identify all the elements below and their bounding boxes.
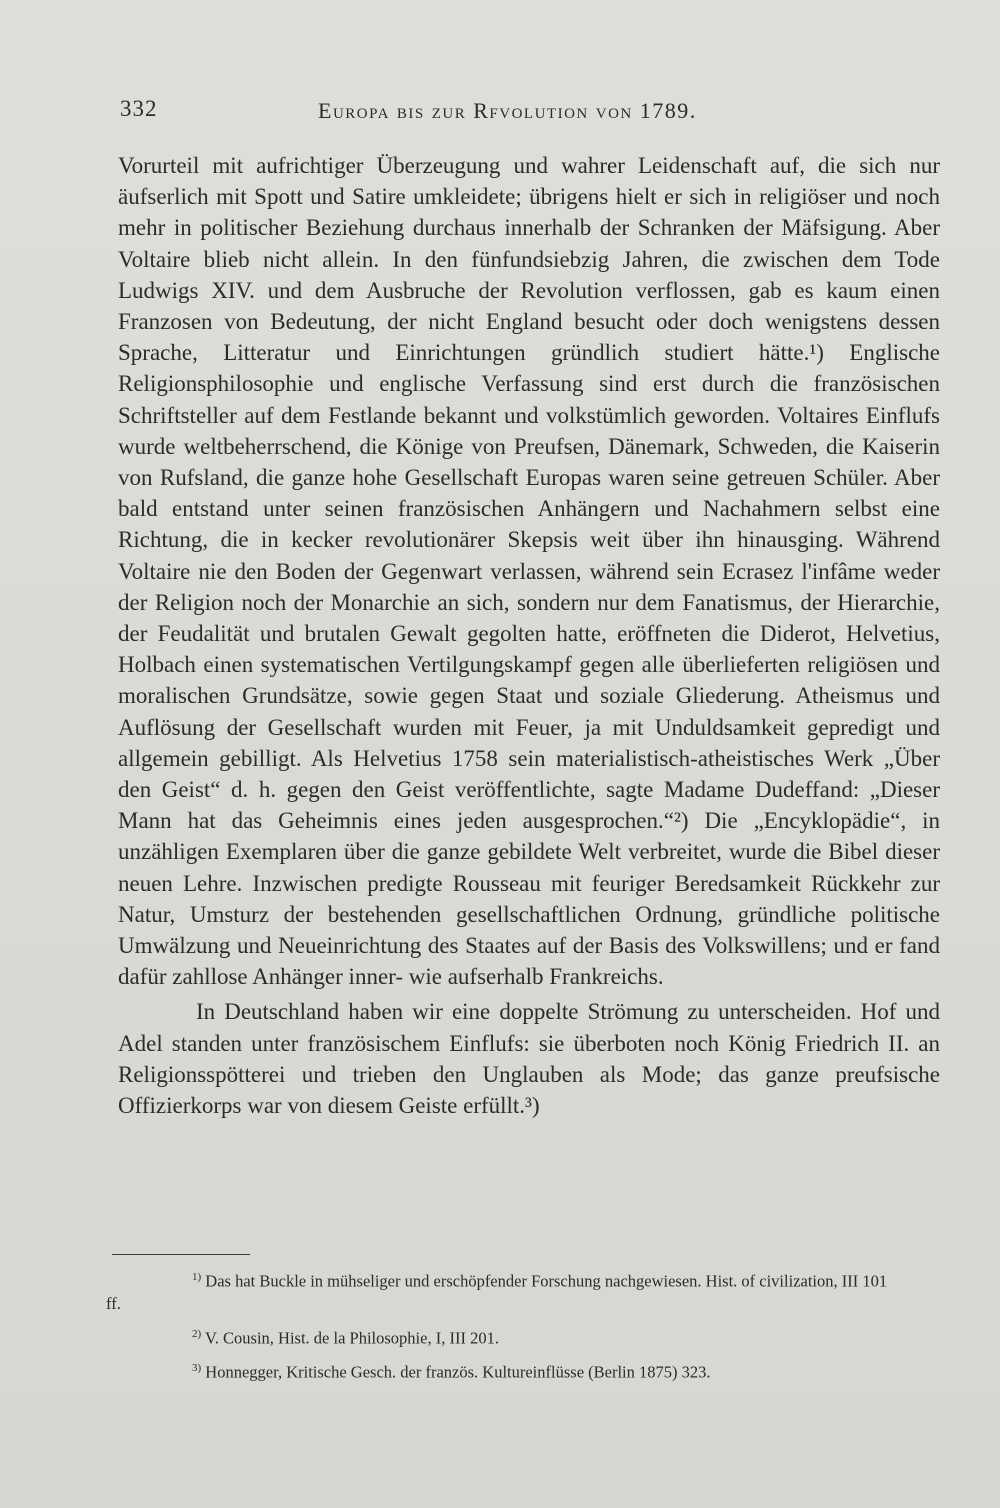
paragraph: In Deutschland haben wir eine doppelte Strömung zu unterscheiden. Hof und Adel standen unter französischem Einflufs: sie überboten noch König Friedrich II. an Religionsspötterei und trieben den Unglauben als Mode; das ganze preufsische Offizierkorps war von diesem Geiste erfüllt.³) <box>118 999 940 1119</box>
footnotes <box>106 1266 906 1392</box>
footnote-text: Das hat Buckle in mühseliger und erschöpfender Forschung nachgewiesen. Hist. of civilization, III 101 ff. <box>106 1271 888 1313</box>
footnote-mark: 3) <box>192 1362 202 1374</box>
footnote-text: Honnegger, Kritische Gesch. der französ. Kultureinflüsse (Berlin 1875) 323. <box>205 1362 711 1382</box>
footnote <box>106 1323 906 1350</box>
footnote-text: V. Cousin, Hist. de la Philosophie, I, III 201. <box>205 1328 499 1347</box>
body-text <box>118 150 940 1121</box>
page-header <box>120 96 940 136</box>
footnote-rule <box>112 1254 250 1255</box>
footnote <box>106 1266 906 1315</box>
running-title: Europa bis zur Rfvolution von 1789. <box>318 98 697 123</box>
footnote-mark: 2) <box>192 1327 202 1340</box>
page-number: 332 <box>120 96 158 121</box>
paragraph: Vorurteil mit aufrichtiger Überzeugung und wahrer Leidenschaft auf, die sich nur äufserlich mit Spott und Satire umkleidete; übrigens hielt er sich in religiöser und noch mehr in politischer Beziehung durchaus innerhalb der Schranken der Mäfsigung. Aber Voltaire blieb nicht allein. In den fünfundsiebzig Jahren, die zwischen dem Tode Ludwigs XIV. und dem Ausbruche der Revolution verflossen, gab es kaum einen Franzosen von Bedeutung, der nicht England besucht oder doch wenigstens dessen Sprache, Litteratur und Einrichtungen gründlich studiert hätte.¹) Englische Religionsphilosophie und englische Verfassung sind erst durch die französischen Schriftsteller auf dem Festlande bekannt und volkstümlich geworden. Voltaires Einflufs wurde weltbeherrschend, die Könige von Preufsen, Dänemark, Schweden, die Kaiserin von Rufsland, die ganze hohe Gesellschaft Europas waren seine getreuen Schüler. Aber bald entstand unter seinen französischen Anhängern und Nachahmern selbst eine Richtung, die in kecker revolutionärer Skepsis weit über ihn hinausging. Während Voltaire nie den Boden der Gegenwart verlassen, während sein Ecrasez l'infâme weder der Religion noch der Monarchie an sich, sondern nur dem Fanatismus, der Hierarchie, der Feudalität und brutalen Gewalt gegolten hatte, eröffneten die Diderot, Helvetius, Holbach einen systematischen Vertilgungskampf gegen alle überlieferten religiösen und moralischen Grundsätze, sowie gegen Staat und soziale Gliederung. Atheismus und Auflösung der Gesellschaft wurden mit Feuer, ja mit Unduldsamkeit gepredigt und allgemein gebilligt. Als Helvetius 1758 sein materialistisch-atheistisches Werk „Über den Geist“ d. h. gegen den Geist veröffentlichte, sagte Madame Dudeffand: „Dieser Mann hat das Geheimnis eines jeden ausgesprochen.“²) Die „Encyklopädie“, in unzähligen Exemplaren über die ganze gebildete Welt verbreitet, wurde die Bibel dieser neuen Lehre. Inzwischen predigte Rousseau mit feuriger Beredsamkeit Rückkehr zur Natur, Umsturz der bestehenden gesellschaftlichen Ordnung, gründliche politische Umwälzung und Neueinrichtung des Staates auf der Basis des Volkswillens; und er fand dafür zahllose Anhänger inner- wie aufserhalb Frankreichs. <box>118 153 940 990</box>
footnote <box>106 1357 906 1384</box>
footnote-mark: 1) <box>192 1271 202 1283</box>
